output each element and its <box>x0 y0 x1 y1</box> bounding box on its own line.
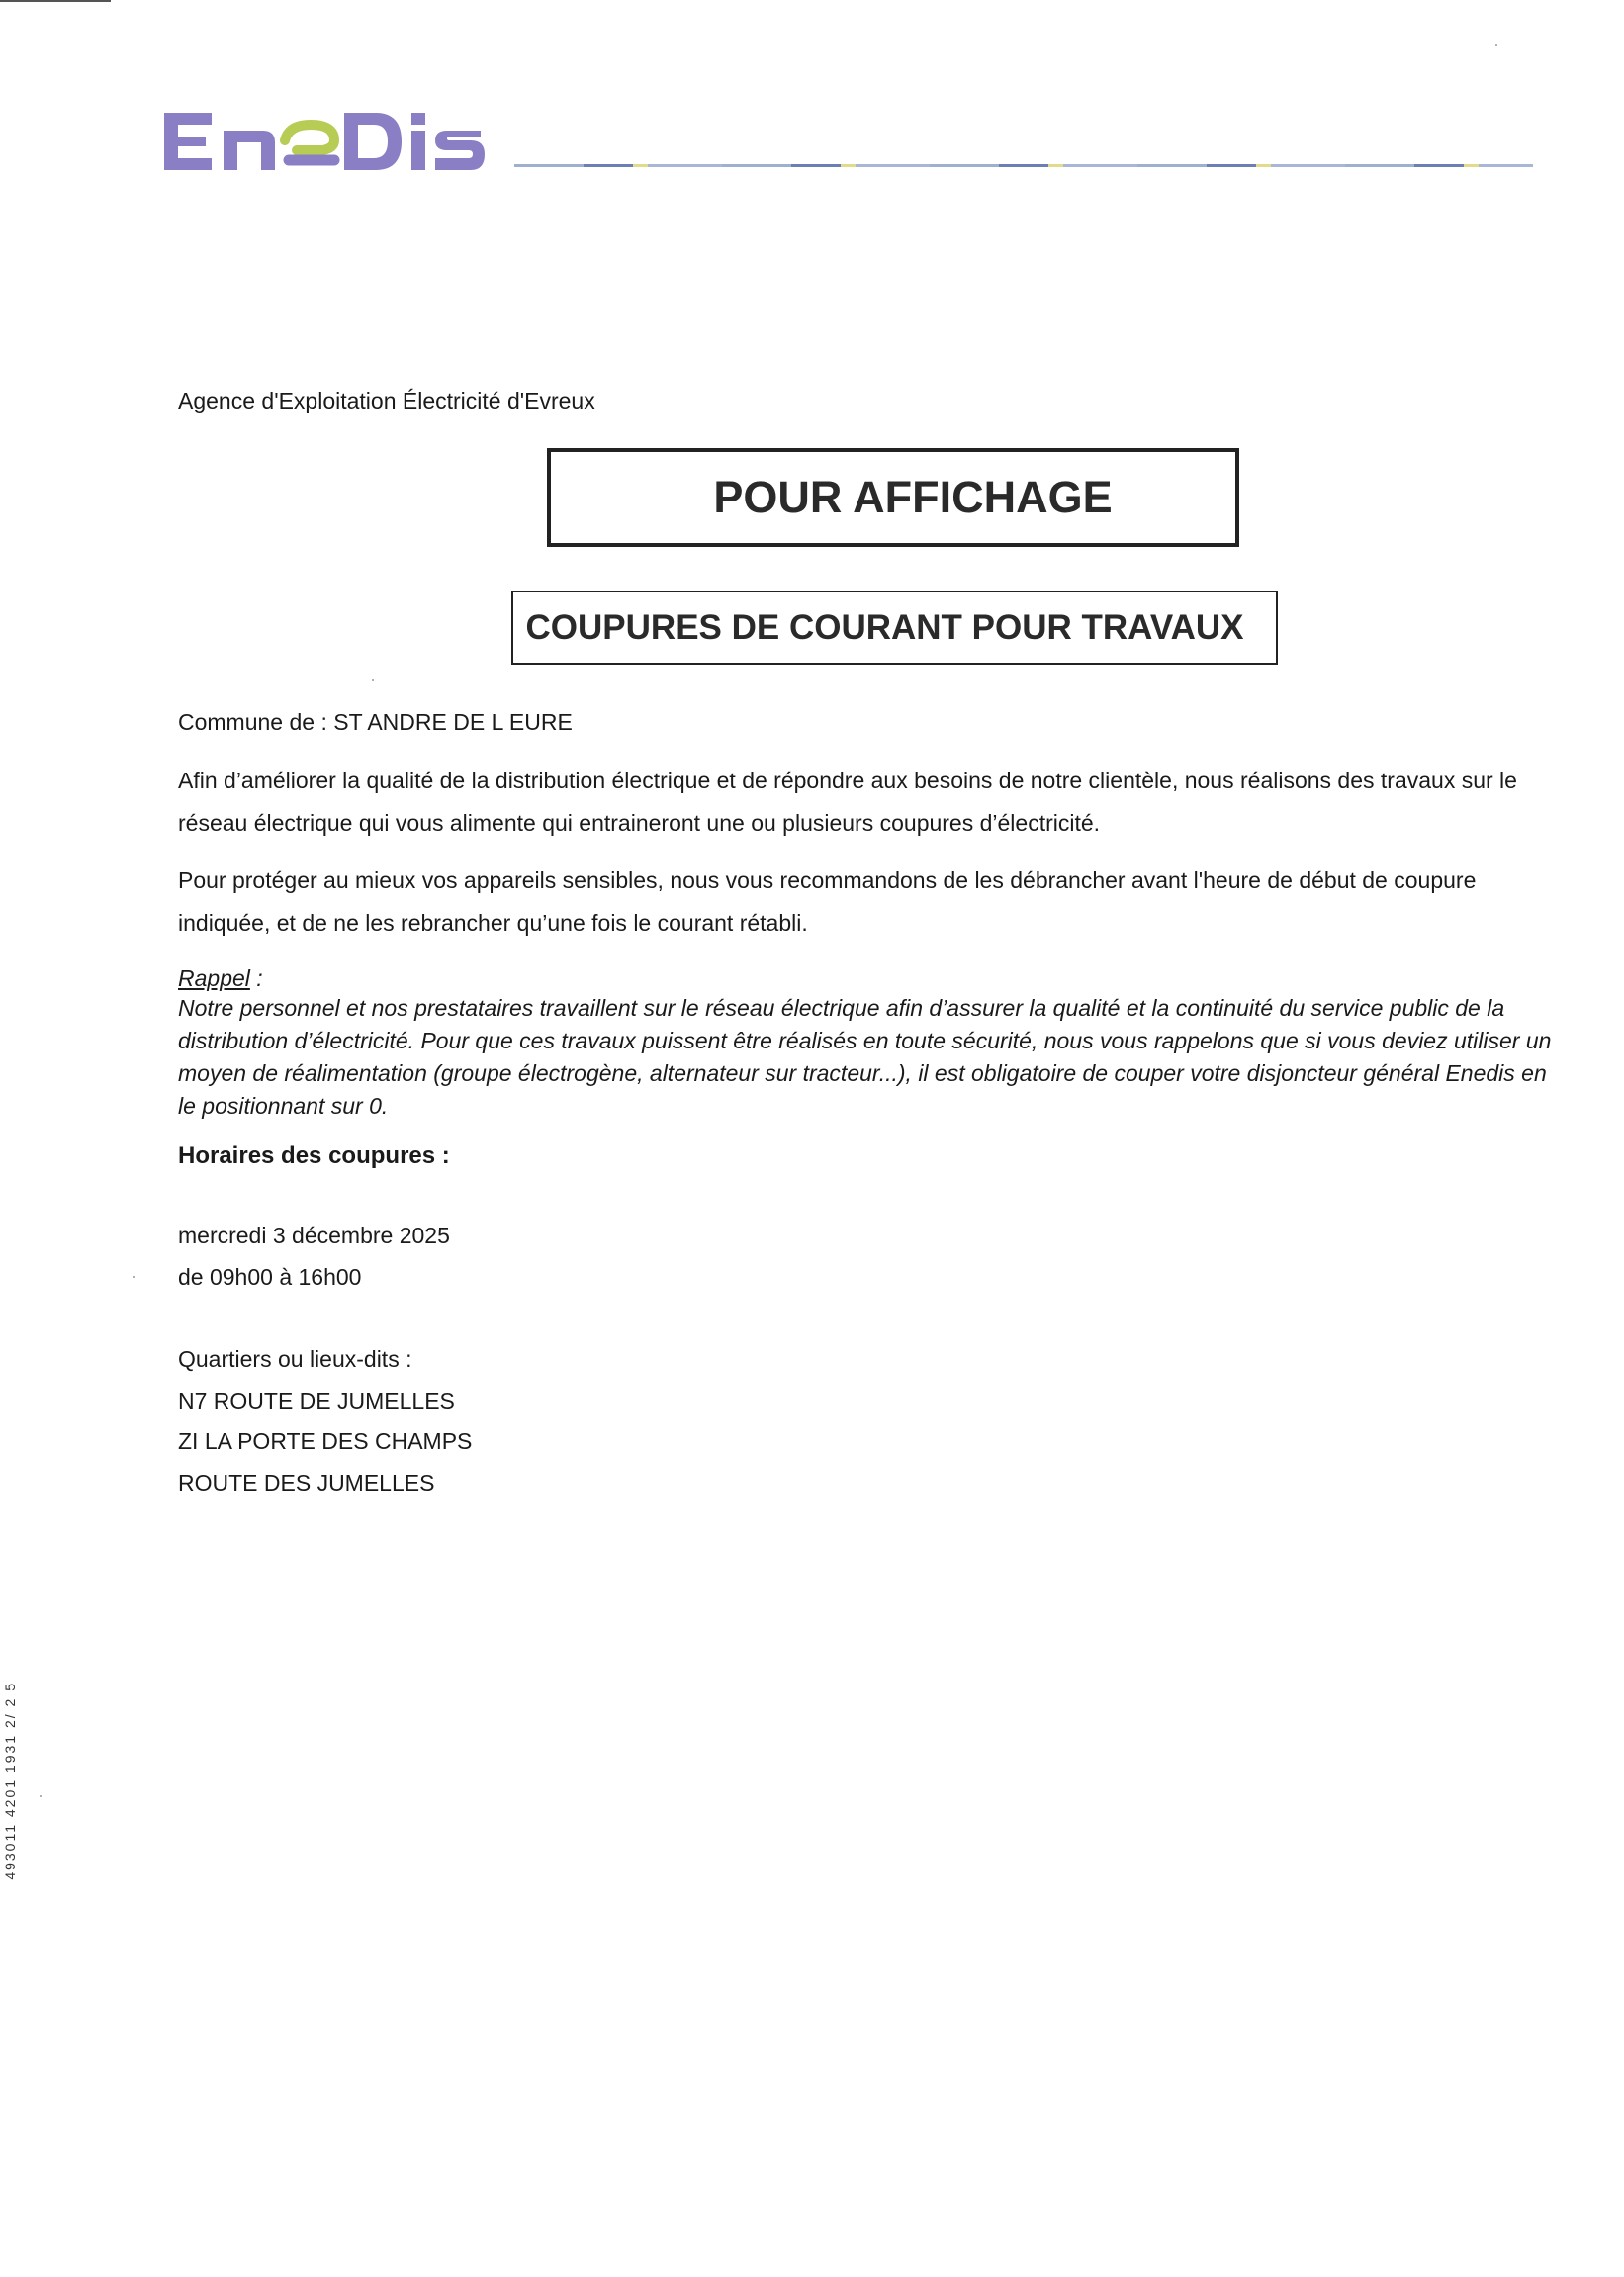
scan-speck <box>372 679 374 681</box>
rappel-label: Rappel <box>178 965 250 991</box>
enedis-logo <box>160 107 487 174</box>
main-title-box <box>547 448 1239 547</box>
intro-paragraph: Afin d’améliorer la qualité de la distribution électrique et de répondre aux besoins de notre clientèle, nous réalisons des travaux sur le réseau électrique qui vous alimente qui entraineront une ou plusieurs coupures d’électricité. <box>178 768 1517 836</box>
enedis-logo-mark <box>160 107 487 174</box>
rappel-text: Notre personnel et nos prestataires travaillent sur le réseau électrique afin d’assurer la qualité et la continuité du service public de la distribution d’électricité. Pour que ces travaux puissent être réalisés en toute sécurité, nous vous rappelons que si vous deviez utiliser un moyen de réalimentation (groupe électrogène, alternateur sur tracteur...), il est obligatoire de couper votre disjoncteur général Enedis en le positionnant sur 0. <box>178 995 1552 1119</box>
scan-edge-line <box>0 0 111 2</box>
rappel-suffix: : <box>249 965 263 991</box>
scan-speck <box>133 1276 135 1278</box>
scan-speck <box>40 1795 42 1797</box>
locations-heading: Quartiers ou lieux-dits : <box>178 1346 412 1372</box>
rappel-heading <box>178 965 263 992</box>
margin-reference: 493011 4201 1931 2/ 2 5 <box>2 1682 18 1880</box>
location-item: ROUTE DES JUMELLES <box>178 1470 435 1496</box>
sub-title-box <box>511 591 1278 665</box>
commune-line: Commune de : ST ANDRE DE L EURE <box>178 709 573 735</box>
outage-time: de 09h00 à 16h00 <box>178 1264 362 1290</box>
location-item: N7 ROUTE DE JUMELLES <box>178 1388 455 1413</box>
scan-speck <box>1495 44 1497 46</box>
sub-title: COUPURES DE COURANT POUR TRAVAUX <box>525 607 1244 647</box>
outage-date: mercredi 3 décembre 2025 <box>178 1223 450 1248</box>
main-title: POUR AFFICHAGE <box>713 472 1113 522</box>
agency-name: Agence d'Exploitation Électricité d'Evreux <box>178 388 595 413</box>
location-item: ZI LA PORTE DES CHAMPS <box>178 1428 473 1454</box>
schedule-heading: Horaires des coupures : <box>178 1142 450 1169</box>
header-rule <box>514 164 1533 167</box>
advice-paragraph: Pour protéger au mieux vos appareils sensibles, nous vous recommandons de les débrancher avant l'heure de début de coupure indiquée, et de ne les rebrancher qu’une fois le courant rétabli. <box>178 867 1477 936</box>
